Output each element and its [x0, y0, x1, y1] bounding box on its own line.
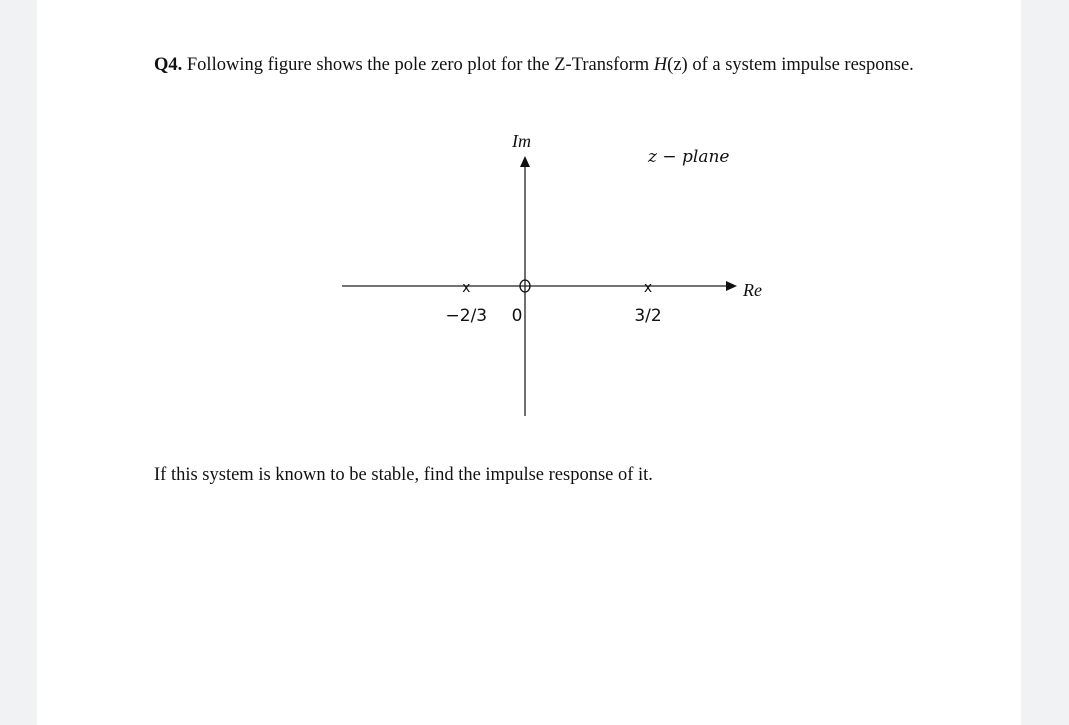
question-text-after: of a system impulse response.: [687, 55, 914, 75]
question-text-before: Following figure shows the pole zero plot for the Z-Transform: [182, 55, 654, 75]
pole-marker: x: [462, 280, 471, 296]
pole-zero-plot: [37, 0, 1021, 725]
followup-question: If this system is known to be stable, find the impulse response of it.: [154, 465, 653, 485]
pole-zero-marks: [446, 280, 662, 326]
pole-label: −2/3: [445, 306, 488, 326]
real-axis-arrow-icon: [726, 281, 737, 291]
transfer-function-symbol: H: [653, 55, 668, 75]
document-page: [37, 0, 1021, 725]
pole-marker: x: [643, 280, 653, 296]
question-number: Q4.: [154, 55, 183, 75]
imaginary-axis-arrow-icon: [520, 156, 530, 167]
pole-label: 3/2: [634, 306, 662, 326]
imaginary-axis-label: Im: [512, 131, 531, 151]
real-axis-label: Re: [743, 280, 762, 300]
plane-label: z − plane: [648, 147, 730, 167]
zero-label: 0: [511, 306, 523, 326]
transfer-function-argument: (z): [667, 55, 688, 75]
